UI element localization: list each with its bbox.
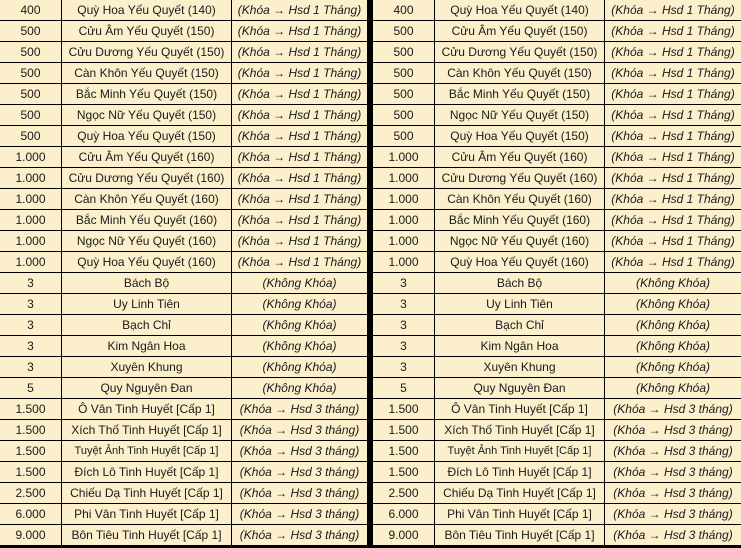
table-row: [373, 294, 741, 315]
quantity-cell: 1.000: [373, 231, 435, 251]
lock-status-cell: (Không Khóa): [605, 273, 741, 293]
lock-status-cell: (Khóa → Hsd 1 Tháng): [605, 42, 741, 62]
table-row: [0, 252, 367, 273]
table-row: [373, 483, 741, 504]
table-row: [373, 399, 741, 420]
table-row: [373, 0, 741, 21]
table-row: [373, 210, 741, 231]
table-row: [0, 189, 367, 210]
quantity-cell: 1.000: [373, 252, 435, 272]
lock-status-cell: (Khóa → Hsd 1 Tháng): [232, 252, 367, 272]
quantity-cell: 1.500: [0, 399, 62, 419]
table-row: [0, 357, 367, 378]
item-name-cell: Càn Khôn Yếu Quyết (150): [435, 63, 605, 83]
quantity-cell: 6.000: [373, 504, 435, 524]
table-row: [373, 252, 741, 273]
item-name-cell: Đích Lô Tinh Huyết [Cấp 1]: [62, 462, 232, 482]
lock-status-cell: (Không Khóa): [232, 273, 367, 293]
lock-status-cell: (Không Khóa): [232, 336, 367, 356]
lock-status-cell: (Không Khóa): [232, 315, 367, 335]
item-name-cell: Ngọc Nữ Yếu Quyết (150): [62, 105, 232, 125]
item-name-cell: Bắc Minh Yếu Quyết (150): [62, 84, 232, 104]
table-row: [0, 210, 367, 231]
quantity-cell: 500: [373, 21, 435, 41]
quantity-cell: 1.500: [373, 420, 435, 440]
lock-status-cell: (Khóa → Hsd 3 tháng): [605, 399, 741, 419]
item-name-cell: Uy Linh Tiên: [435, 294, 605, 314]
item-name-cell: Cửu Âm Yếu Quyết (150): [62, 21, 232, 41]
table-row: [373, 336, 741, 357]
lock-status-cell: (Khóa → Hsd 1 Tháng): [232, 42, 367, 62]
item-name-cell: Quy Nguyên Đan: [62, 378, 232, 398]
item-name-cell: Càn Khôn Yếu Quyết (160): [435, 189, 605, 209]
lock-status-cell: (Khóa → Hsd 1 Tháng): [232, 63, 367, 83]
table-row: [373, 525, 741, 546]
item-name-cell: Chiếu Dạ Tinh Huyết [Cấp 1]: [435, 483, 605, 503]
quantity-cell: 1.000: [0, 210, 62, 230]
lock-status-cell: (Khóa → Hsd 3 tháng): [605, 441, 741, 461]
item-name-cell: Cửu Dương Yếu Quyết (160): [435, 168, 605, 188]
quantity-cell: 500: [373, 84, 435, 104]
table-row: [373, 231, 741, 252]
lock-status-cell: (Khóa → Hsd 1 Tháng): [605, 168, 741, 188]
quantity-cell: 3: [0, 273, 62, 293]
lock-status-cell: (Khóa → Hsd 1 Tháng): [605, 84, 741, 104]
lock-status-cell: (Khóa → Hsd 1 Tháng): [232, 21, 367, 41]
table-row: [0, 441, 367, 462]
item-name-cell: Phi Vân Tinh Huyết [Cấp 1]: [62, 504, 232, 524]
item-name-cell: Bách Bộ: [435, 273, 605, 293]
lock-status-cell: (Khóa → Hsd 3 tháng): [232, 399, 367, 419]
quantity-cell: 500: [373, 126, 435, 146]
table-row: [373, 189, 741, 210]
quantity-cell: 500: [0, 63, 62, 83]
table-row: [0, 126, 367, 147]
lock-status-cell: (Khóa → Hsd 3 tháng): [605, 462, 741, 482]
quantity-cell: 1.000: [0, 147, 62, 167]
quantity-cell: 1.000: [0, 252, 62, 272]
lock-status-cell: (Khóa → Hsd 1 Tháng): [605, 147, 741, 167]
quantity-cell: 3: [373, 273, 435, 293]
item-name-cell: Quỳ Hoa Yếu Quyết (150): [435, 126, 605, 146]
table-row: [0, 378, 367, 399]
table-row: [0, 42, 367, 63]
item-name-cell: Xuyên Khung: [435, 357, 605, 377]
table-row: [373, 504, 741, 525]
table-row: [373, 315, 741, 336]
item-name-cell: Cửu Dương Yếu Quyết (150): [435, 42, 605, 62]
quantity-cell: 3: [0, 294, 62, 314]
table-row: [0, 462, 367, 483]
table-row: [373, 42, 741, 63]
item-name-cell: Bách Bộ: [62, 273, 232, 293]
item-name-cell: Xích Thố Tinh Huyết [Cấp 1]: [435, 420, 605, 440]
item-name-cell: Chiếu Dạ Tinh Huyết [Cấp 1]: [62, 483, 232, 503]
item-name-cell: Càn Khôn Yếu Quyết (160): [62, 189, 232, 209]
table-row: [373, 168, 741, 189]
lock-status-cell: (Không Khóa): [232, 378, 367, 398]
item-name-cell: Quỳ Hoa Yếu Quyết (160): [62, 252, 232, 272]
lock-status-cell: (Không Khóa): [605, 378, 741, 398]
item-name-cell: Bạch Chỉ: [435, 315, 605, 335]
lock-status-cell: (Khóa → Hsd 1 Tháng): [605, 252, 741, 272]
quantity-cell: 1.500: [373, 441, 435, 461]
quantity-cell: 9.000: [0, 525, 62, 545]
quantity-cell: 6.000: [0, 504, 62, 524]
item-name-cell: Phi Vân Tinh Huyết [Cấp 1]: [435, 504, 605, 524]
quantity-cell: 500: [0, 42, 62, 62]
item-name-cell: Bôn Tiêu Tinh Huyết [Cấp 1]: [62, 525, 232, 545]
lock-status-cell: (Khóa → Hsd 1 Tháng): [232, 84, 367, 104]
item-name-cell: Ngọc Nữ Yếu Quyết (160): [62, 231, 232, 251]
item-name-cell: Xích Thố Tinh Huyết [Cấp 1]: [62, 420, 232, 440]
lock-status-cell: (Khóa → Hsd 1 Tháng): [605, 63, 741, 83]
item-name-cell: Ngọc Nữ Yếu Quyết (160): [435, 231, 605, 251]
table-row: [0, 336, 367, 357]
lock-status-cell: (Khóa → Hsd 1 Tháng): [605, 105, 741, 125]
lock-status-cell: (Khóa → Hsd 1 Tháng): [605, 21, 741, 41]
lock-status-cell: (Khóa → Hsd 1 Tháng): [232, 189, 367, 209]
table-row: [373, 378, 741, 399]
table-row: [373, 126, 741, 147]
lock-status-cell: (Khóa → Hsd 1 Tháng): [232, 147, 367, 167]
item-name-cell: Kim Ngân Hoa: [435, 336, 605, 356]
lock-status-cell: (Khóa → Hsd 3 tháng): [605, 483, 741, 503]
table-row: [373, 441, 741, 462]
item-name-cell: Ô Vân Tinh Huyết [Cấp 1]: [435, 399, 605, 419]
item-name-cell: Cửu Dương Yếu Quyết (160): [62, 168, 232, 188]
table-row: [373, 105, 741, 126]
quantity-cell: 500: [0, 126, 62, 146]
lock-status-cell: (Khóa → Hsd 1 Tháng): [605, 231, 741, 251]
quantity-cell: 500: [373, 42, 435, 62]
table-row: [373, 147, 741, 168]
lock-status-cell: (Khóa → Hsd 3 tháng): [232, 420, 367, 440]
item-name-cell: Tuyệt Ảnh Tinh Huyết [Cấp 1]: [435, 441, 605, 461]
table-row: [0, 147, 367, 168]
quantity-cell: 400: [373, 0, 435, 20]
quantity-cell: 500: [0, 84, 62, 104]
table-row: [0, 420, 367, 441]
table-row: [373, 273, 741, 294]
quantity-cell: 1.500: [0, 420, 62, 440]
quantity-cell: 2.500: [373, 483, 435, 503]
quantity-cell: 3: [0, 315, 62, 335]
item-name-cell: Bắc Minh Yếu Quyết (160): [435, 210, 605, 230]
item-name-cell: Tuyệt Ảnh Tinh Huyết [Cấp 1]: [62, 441, 232, 461]
quantity-cell: 1.000: [0, 189, 62, 209]
table-row: [0, 84, 367, 105]
lock-status-cell: (Khóa → Hsd 3 tháng): [232, 504, 367, 524]
quantity-cell: 3: [373, 336, 435, 356]
item-name-cell: Cửu Âm Yếu Quyết (160): [62, 147, 232, 167]
quantity-cell: 500: [0, 105, 62, 125]
reward-table-right: [373, 0, 741, 548]
item-name-cell: Quỳ Hoa Yếu Quyết (140): [435, 0, 605, 20]
lock-status-cell: (Khóa → Hsd 1 Tháng): [605, 189, 741, 209]
lock-status-cell: (Khóa → Hsd 3 tháng): [232, 525, 367, 545]
item-name-cell: Xuyên Khung: [62, 357, 232, 377]
quantity-cell: 500: [373, 105, 435, 125]
item-name-cell: Quỳ Hoa Yếu Quyết (150): [62, 126, 232, 146]
item-name-cell: Bắc Minh Yếu Quyết (150): [435, 84, 605, 104]
item-name-cell: Kim Ngân Hoa: [62, 336, 232, 356]
quantity-cell: 3: [373, 357, 435, 377]
quantity-cell: 1.000: [373, 189, 435, 209]
quantity-cell: 5: [0, 378, 62, 398]
item-name-cell: Cửu Âm Yếu Quyết (160): [435, 147, 605, 167]
item-name-cell: Ô Vân Tinh Huyết [Cấp 1]: [62, 399, 232, 419]
lock-status-cell: (Khóa → Hsd 3 tháng): [232, 483, 367, 503]
quantity-cell: 9.000: [373, 525, 435, 545]
table-row: [373, 63, 741, 84]
item-name-cell: Quỳ Hoa Yếu Quyết (160): [435, 252, 605, 272]
table-row: [373, 84, 741, 105]
lock-status-cell: (Khóa → Hsd 3 tháng): [605, 420, 741, 440]
item-name-cell: Uy Linh Tiên: [62, 294, 232, 314]
table-row: [0, 273, 367, 294]
quantity-cell: 3: [373, 315, 435, 335]
lock-status-cell: (Không Khóa): [605, 294, 741, 314]
table-row: [0, 483, 367, 504]
item-name-cell: Cửu Dương Yếu Quyết (150): [62, 42, 232, 62]
quantity-cell: 3: [0, 336, 62, 356]
reward-table-left: [0, 0, 367, 548]
lock-status-cell: (Khóa → Hsd 1 Tháng): [232, 231, 367, 251]
table-row: [0, 525, 367, 546]
quantity-cell: 500: [0, 21, 62, 41]
lock-status-cell: (Khóa → Hsd 3 tháng): [232, 462, 367, 482]
item-name-cell: Bôn Tiêu Tinh Huyết [Cấp 1]: [435, 525, 605, 545]
item-name-cell: Đích Lô Tinh Huyết [Cấp 1]: [435, 462, 605, 482]
quantity-cell: 5: [373, 378, 435, 398]
item-name-cell: Cửu Âm Yếu Quyết (150): [435, 21, 605, 41]
lock-status-cell: (Không Khóa): [605, 315, 741, 335]
quantity-cell: 1.000: [373, 210, 435, 230]
lock-status-cell: (Khóa → Hsd 1 Tháng): [232, 105, 367, 125]
item-name-cell: Ngọc Nữ Yếu Quyết (150): [435, 105, 605, 125]
table-row: [0, 105, 367, 126]
lock-status-cell: (Khóa → Hsd 1 Tháng): [605, 0, 741, 20]
quantity-cell: 1.500: [0, 441, 62, 461]
table-row: [373, 462, 741, 483]
lock-status-cell: (Khóa → Hsd 1 Tháng): [232, 126, 367, 146]
table-row: [0, 168, 367, 189]
quantity-cell: 1.500: [0, 462, 62, 482]
quantity-cell: 1.500: [373, 399, 435, 419]
table-row: [0, 315, 367, 336]
quantity-cell: 2.500: [0, 483, 62, 503]
lock-status-cell: (Khóa → Hsd 1 Tháng): [232, 0, 367, 20]
lock-status-cell: (Không Khóa): [605, 357, 741, 377]
quantity-cell: 1.000: [373, 147, 435, 167]
quantity-cell: 1.000: [0, 231, 62, 251]
quantity-cell: 3: [373, 294, 435, 314]
lock-status-cell: (Khóa → Hsd 1 Tháng): [232, 210, 367, 230]
lock-status-cell: (Khóa → Hsd 1 Tháng): [605, 126, 741, 146]
table-row: [373, 21, 741, 42]
quantity-cell: 1.000: [373, 168, 435, 188]
table-row: [0, 63, 367, 84]
table-row: [0, 231, 367, 252]
item-name-cell: Bắc Minh Yếu Quyết (160): [62, 210, 232, 230]
quantity-cell: 1.000: [0, 168, 62, 188]
lock-status-cell: (Khóa → Hsd 1 Tháng): [605, 210, 741, 230]
quantity-cell: 400: [0, 0, 62, 20]
table-row: [373, 357, 741, 378]
quantity-cell: 3: [0, 357, 62, 377]
table-row: [0, 0, 367, 21]
lock-status-cell: (Khóa → Hsd 1 Tháng): [232, 168, 367, 188]
quantity-cell: 1.500: [373, 462, 435, 482]
item-name-cell: Quỳ Hoa Yếu Quyết (140): [62, 0, 232, 20]
lock-status-cell: (Khóa → Hsd 3 tháng): [605, 525, 741, 545]
lock-status-cell: (Khóa → Hsd 3 tháng): [232, 441, 367, 461]
lock-status-cell: (Không Khóa): [232, 294, 367, 314]
lock-status-cell: (Không Khóa): [232, 357, 367, 377]
table-row: [0, 399, 367, 420]
quantity-cell: 500: [373, 63, 435, 83]
table-row: [0, 21, 367, 42]
item-name-cell: Quy Nguyên Đan: [435, 378, 605, 398]
table-row: [0, 294, 367, 315]
table-row: [373, 420, 741, 441]
table-row: [0, 504, 367, 525]
item-name-cell: Càn Khôn Yếu Quyết (150): [62, 63, 232, 83]
lock-status-cell: (Khóa → Hsd 3 tháng): [605, 504, 741, 524]
lock-status-cell: (Không Khóa): [605, 336, 741, 356]
item-name-cell: Bạch Chỉ: [62, 315, 232, 335]
